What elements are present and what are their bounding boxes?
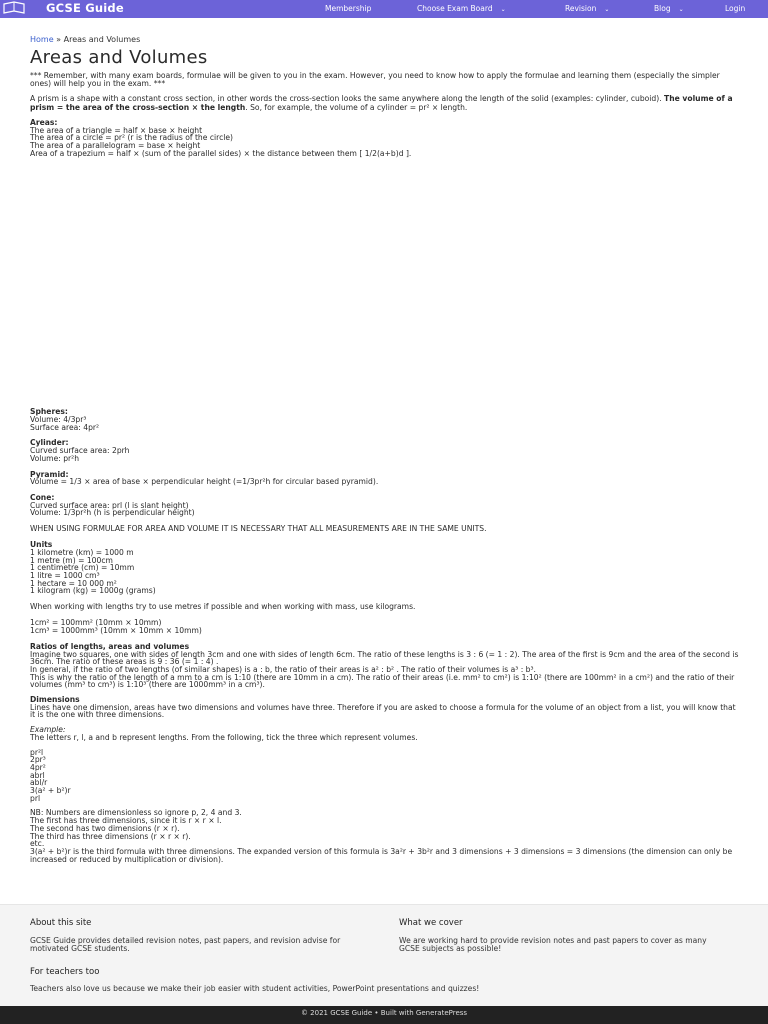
list-item: Volume = 1/3 × area of base × perpendicular height (=1/3pr²h for circular based pyramid). [30,477,379,487]
section-heading: Dimensions [30,695,80,705]
breadcrumb-separator: » [53,35,64,44]
list-item: The area of a triangle = half × base × height [30,125,203,135]
list-item: Area of a trapezium = half × (sum of the parallel sides) × the distance between them [ 1/2(a+b)d ]. [30,148,412,158]
spheres-section [30,408,740,431]
nav-login[interactable]: Login [725,4,746,13]
list-item: The second has two dimensions (r × r). [30,823,180,833]
about-text: GCSE Guide provides detailed revision notes, past papers, and revision advise for motivated GCSE students. [30,936,341,954]
list-item: abl/r [30,778,48,788]
nb-section [30,809,740,863]
breadcrumb [30,35,740,44]
chevron-down-icon: ⌄ [678,6,684,13]
list-item: prl [30,793,41,803]
list-item: The first has three dimensions, since it is r × r × l. [30,816,222,826]
list-item: Volume: 4/3pr³ [30,415,87,425]
paragraph: This is why the ratio of the length of a mm to a cm is 1:10 (there are 10mm in a cm). The ratio of their areas (i.e. mm² to cm²) is 1:10² (there are 100mm² in a cm²) and the ratio of their volumes (mm³ to cm³) is 1:10³ (there are 1000mm³ in a cm³). [30,672,735,690]
section-heading: Cone: [30,492,55,502]
list-item: etc. [30,839,45,849]
list-item: Curved surface area: 2prh [30,446,130,456]
section-heading: Spheres: [30,407,68,417]
list-item: The third has three dimensions (r × r × r). [30,831,191,841]
prism-paragraph: A prism is a shape with a constant cross section, in other words the cross-section looks the same anywhere along the length of the solid (examples: cylinder, cuboid). The volume of a prism = the area of the cross-section × the length. So, for example, the volume of a cylinder = pr² × length. [30,94,733,112]
cover-text: We are working hard to provide revision notes and past papers to cover as many GCSE subjects as possible! [399,936,707,954]
nav-revision[interactable]: Revision ⌄ [565,4,610,13]
paragraph: In general, if the ratio of two lengths (of similar shapes) is a : b, the ratio of their areas is a² : b² . The ratio of their volumes is a³ : b³. [30,664,536,674]
nav-choose-exam-board[interactable]: Choose Exam Board ⌄ [417,4,506,13]
nav-blog[interactable]: Blog ⌄ [654,4,684,13]
list-item: 4pr² [30,762,46,772]
breadcrumb-home-link[interactable]: Home [30,35,54,44]
brand[interactable] [0,0,124,17]
areas-heading: Areas: [30,117,58,127]
list-item: Curved surface area: prl (l is slant height) [30,500,189,510]
chevron-down-icon: ⌄ [500,6,506,13]
cylinder-section [30,439,740,462]
book-logo-icon [0,1,28,15]
metres-note: When working with lengths try to use metres if possible and when working with mass, use kilograms. [30,602,416,612]
list-item: pr²l [30,747,44,757]
teachers-text: Teachers also love us because we make their job easier with student activities, PowerPoint presentations and quizzes! [30,984,480,993]
top-navbar [0,0,768,18]
section-heading: Pyramid: [30,469,69,479]
nav-membership[interactable]: Membership [325,4,372,13]
paragraph: Lines have one dimension, areas have two dimensions and volumes have three. Therefore if you are asked to choose a formula for the volume of an object from a list, you will know that it is the one with three dimensions. [30,702,736,720]
list-item: Surface area: 4pr² [30,422,100,432]
paragraph: The letters r, l, a and b represent lengths. From the following, tick the three which represent volumes. [30,732,418,742]
list-item: abrl [30,770,45,780]
list-item: 1 litre = 1000 cm³ [30,571,100,581]
units-note: WHEN USING FORMULAE FOR AREA AND VOLUME IT IS NECESSARY THAT ALL MEASUREMENTS ARE IN THE SAME UNITS. [30,524,487,534]
list-item: 3(a² + b²)r [30,786,71,796]
teachers-heading: For teachers too [30,967,100,977]
list-item: 1 hectare = 10 000 m² [30,578,117,588]
section-heading: Units [30,540,53,550]
list-item: 1 metre (m) = 100cm [30,555,113,565]
list-item: 3(a² + b²)r is the third formula with three dimensions. The expanded version of this formula is 3a²r + 3b²r and 3 dimensions + 3 dimensions = 3 dimensions (the dimension can only be increased or reduced by multiplication or division). [30,846,733,864]
list-item: 1cm³ = 1000mm³ (10mm × 10mm × 10mm) [30,626,202,636]
breadcrumb-current: Areas and Volumes [63,35,141,44]
section-heading: Ratios of lengths, areas and volumes [30,641,190,651]
example-section [30,726,740,741]
remember-note: *** Remember, with many exam boards, formulae will be given to you in the exam. However, you need to know how to apply the formulae and learning them (especially the simpler ones) will help you in the exam. *** [30,71,720,89]
about-heading: About this site [30,918,92,928]
article [30,35,740,863]
cover-heading: What we cover [399,918,463,928]
section-heading: Cylinder: [30,438,69,448]
list-item: 1cm² = 100mm² (10mm × 10mm) [30,618,162,628]
dimensions-section [30,696,740,719]
ratios-section [30,643,740,689]
list-item: 1 kilometre (km) = 1000 m [30,547,134,557]
pyramid-section [30,471,740,486]
footer-widgets [0,904,768,1008]
list-item: NB: Numbers are dimensionless so ignore p, 2, 4 and 3. [30,808,242,818]
list-item: 1 centimetre (cm) = 10mm [30,563,135,573]
list-item: 1 kilogram (kg) = 1000g (grams) [30,586,156,596]
list-item: 2pr³ [30,755,46,765]
units-section [30,541,740,595]
empty-image-area [30,157,740,403]
paragraph: Imagine two squares, one with sides of length 3cm and one with sides of length 6cm. The ratio of these lengths is 3 : 6 (= 1 : 2). The area of the first is 9cm and the area of the second is 36cm. The ratio of these areas is 9 : 36 (= 1 : 4) . [30,649,739,667]
list-item: The area of a circle = pr² (r is the radius of the circle) [30,133,233,143]
example-label: Example: [30,725,66,735]
list-item: Volume: 1/3pr²h (h is perpendicular height) [30,508,195,518]
cone-section [30,494,740,517]
conversions [30,619,740,634]
list-item: The area of a parallelogram = base × height [30,140,201,150]
site-title: GCSE Guide [46,1,124,15]
formula-options [30,749,740,803]
copyright-bar: © 2021 GCSE Guide • Built with GeneratePress [0,1006,768,1024]
list-item: Volume: pr²h [30,453,80,463]
page-title: Areas and Volumes [30,47,208,68]
areas-section [30,119,740,158]
chevron-down-icon: ⌄ [604,6,610,13]
